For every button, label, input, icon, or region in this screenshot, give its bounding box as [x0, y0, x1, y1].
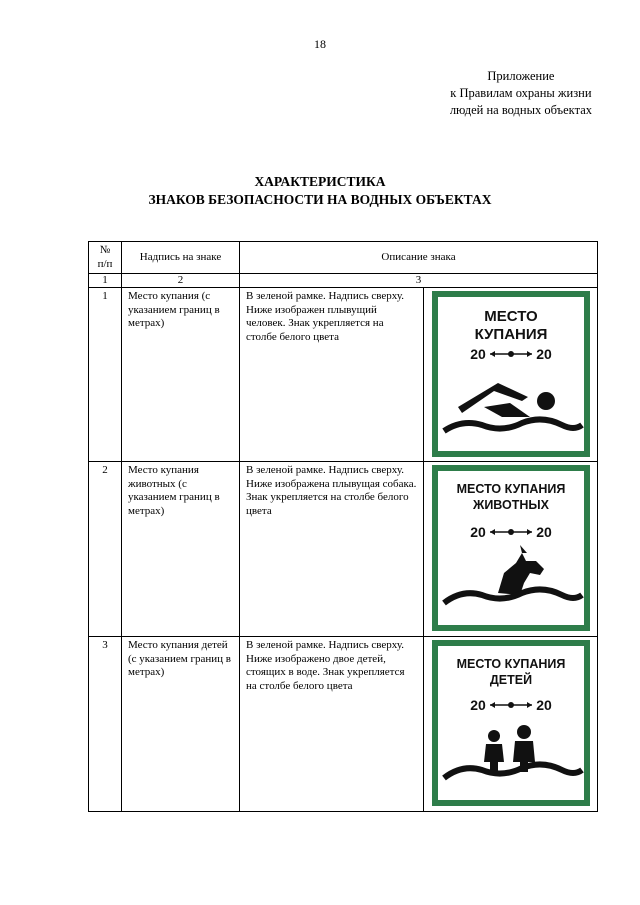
table-row — [89, 462, 598, 637]
sign-text-line-2: КУПАНИЯ — [474, 326, 547, 343]
sign-caption: Место купания животных (с указанием границ в метрах) — [122, 462, 240, 637]
column-number-3: 3 — [240, 274, 598, 288]
sign-caption: Место купания детей (с указанием границ в метрах) — [122, 637, 240, 812]
sign-description: В зеленой рамке. Надпись сверху. Ниже изображено двое детей, стоящих в воде. Знак укрепляется на столбе белого цвета — [240, 637, 424, 812]
document-title — [0, 173, 640, 209]
sign-text-line-2: ЖИВОТНЫХ — [472, 498, 549, 512]
page-number: 18 — [314, 37, 326, 51]
sign-image-cell — [424, 288, 598, 462]
header-description: Описание знака — [240, 242, 598, 274]
row-number: 2 — [89, 462, 122, 637]
appendix-note — [450, 68, 592, 119]
table-header-row — [89, 242, 598, 274]
table-row — [89, 288, 598, 462]
appendix-line-3: людей на водных объектах — [449, 103, 592, 117]
children-swimming-place-sign — [432, 640, 590, 806]
table-row — [89, 637, 598, 812]
right-distance: 20 — [535, 697, 552, 713]
animal-swimming-place-sign — [432, 465, 590, 631]
sign-image-cell — [424, 462, 598, 637]
sign-caption: Место купания (с указанием границ в метрах) — [122, 288, 240, 462]
sign-description: В зеленой рамке. Надпись сверху. Ниже изображена плывущая собака. Знак укрепляется на столбе белого цвета — [240, 462, 424, 637]
header-number: № п/п — [89, 242, 122, 274]
left-distance: 20 — [469, 697, 486, 713]
column-number-2: 2 — [122, 274, 240, 288]
sign-text-line-1: МЕСТО КУПАНИЯ — [456, 482, 565, 496]
title-line-2: ЗНАКОВ БЕЗОПАСНОСТИ НА ВОДНЫХ ОБЪЕКТАХ — [148, 192, 492, 207]
left-distance: 20 — [469, 524, 486, 540]
header-caption: Надпись на знаке — [122, 242, 240, 274]
left-distance: 20 — [469, 346, 486, 362]
sign-image-cell — [424, 637, 598, 812]
sign-description: В зеленой рамке. Надпись сверху. Ниже изображен плывущий человек. Знак укрепляется на столбе белого цвета — [240, 288, 424, 462]
row-number: 1 — [89, 288, 122, 462]
row-number: 3 — [89, 637, 122, 812]
sign-text-line-1: МЕСТО — [483, 308, 538, 325]
appendix-line-2: к Правилам охраны жизни — [450, 86, 592, 100]
column-number-row — [89, 274, 598, 288]
swimming-place-sign — [432, 291, 590, 457]
signs-table — [88, 241, 598, 812]
right-distance: 20 — [535, 346, 552, 362]
sign-text-line-1: МЕСТО КУПАНИЯ — [456, 657, 565, 671]
sign-text-line-2: ДЕТЕЙ — [489, 673, 532, 687]
right-distance: 20 — [535, 524, 552, 540]
appendix-line-1: Приложение — [487, 69, 555, 83]
column-number-1: 1 — [89, 274, 122, 288]
title-line-1: ХАРАКТЕРИСТИКА — [254, 174, 386, 189]
